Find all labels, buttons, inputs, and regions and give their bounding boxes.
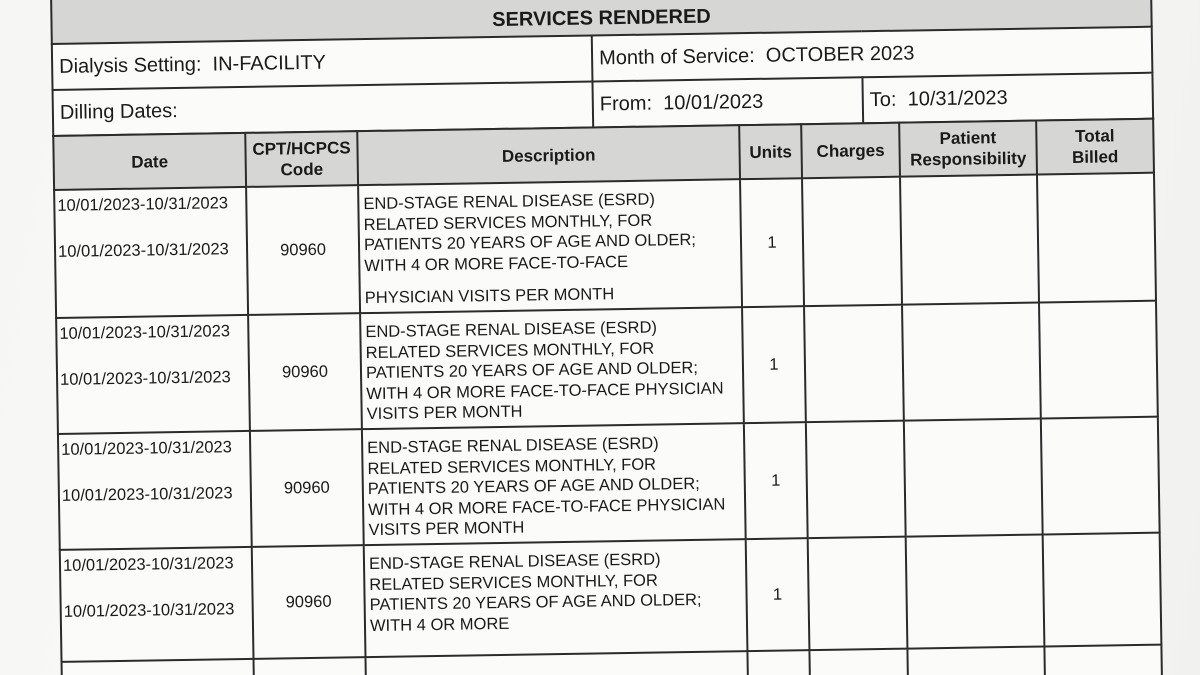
charges-cell [808, 537, 908, 651]
month-value: OCTOBER 2023 [765, 41, 915, 67]
charges-cell [802, 177, 902, 307]
empty-cell [254, 657, 367, 675]
column-header-date: Date [53, 133, 246, 190]
description-cell [360, 307, 744, 429]
description-line: PATIENTS 20 YEARS OF AGE AND OLDER; [369, 590, 702, 615]
description-line: WITH 4 OR MORE FACE-TO-FACE [364, 252, 629, 275]
cpt-code-cell: 90960 [248, 313, 362, 431]
from-date-field [592, 77, 863, 127]
dialysis-setting-value: IN-FACILITY [212, 51, 327, 75]
patient-responsibility-cell [904, 418, 1043, 536]
service-rows [54, 173, 1161, 662]
patient-header-line2: Responsibility [910, 148, 1027, 170]
total-billed-cell [1037, 173, 1156, 303]
description-line: WITH 4 OR MORE FACE-TO-FACE PHYSICIAN [368, 494, 726, 519]
patient-responsibility-cell [900, 175, 1039, 305]
table-row [56, 301, 1158, 434]
date-cell [54, 187, 248, 318]
description-line: PATIENTS 20 YEARS OF AGE AND OLDER; [363, 230, 697, 255]
total-header-line1: Total [1075, 126, 1115, 146]
service-date-range: 10/01/2023-10/31/2023 [59, 368, 231, 389]
date-cell [58, 431, 252, 550]
units-cell: 1 [740, 178, 804, 307]
form-title: SERVICES RENDERED [51, 0, 1152, 44]
table-row [60, 533, 1162, 662]
total-billed-cell [1039, 301, 1158, 419]
description-line: END-STAGE RENAL DISEASE (ESRD) [368, 550, 661, 574]
empty-cell [62, 659, 255, 675]
column-header-units: Units [739, 124, 802, 179]
date-cell [56, 315, 250, 434]
cpt-code-cell: 90960 [252, 545, 366, 659]
table-row [58, 417, 1160, 550]
code-header-line1: CPT/HCPCS [252, 138, 351, 159]
service-date-start: 10/01/2023-10/31/2023 [59, 322, 231, 343]
date-cell [60, 547, 254, 662]
patient-responsibility-cell [906, 534, 1045, 648]
form-header-table [50, 0, 1154, 137]
service-date-start: 10/01/2023-10/31/2023 [61, 438, 232, 459]
billing-dates-label: Dilling Dates: [59, 99, 178, 124]
description-line: PATIENTS 20 YEARS OF AGE AND OLDER; [367, 474, 700, 499]
service-date-range: 10/01/2023-10/31/2023 [61, 484, 233, 505]
dialysis-setting-label: Dialysis Setting: [58, 53, 202, 78]
total-header-line2: Billed [1071, 147, 1119, 167]
cpt-code-cell: 90960 [250, 429, 364, 547]
description-line: VISITS PER MONTH [366, 402, 523, 424]
description-line: END-STAGE RENAL DISEASE (ESRD) [365, 318, 658, 342]
empty-cell [1044, 645, 1162, 675]
description-line: PATIENTS 20 YEARS OF AGE AND OLDER; [365, 358, 699, 383]
from-label: From: [599, 92, 653, 115]
description-line: WITH 4 OR MORE [369, 614, 510, 635]
column-header-code [245, 131, 358, 187]
empty-cell [747, 650, 810, 675]
to-label: To: [869, 88, 897, 111]
patient-responsibility-cell [902, 303, 1041, 421]
column-header-total-billed [1036, 119, 1154, 175]
charges-cell [804, 305, 904, 423]
description-line: PHYSICIAN VISITS PER MONTH [364, 285, 615, 308]
service-date-range: 10/01/2023-10/31/2023 [63, 600, 235, 621]
service-date-range: 10/01/2023-10/31/2023 [57, 240, 229, 261]
description-cell [364, 539, 748, 657]
description-cell [362, 423, 746, 545]
description-line: VISITS PER MONTH [368, 518, 525, 540]
empty-cell [809, 649, 908, 675]
units-cell: 1 [742, 306, 806, 423]
units-cell: 1 [746, 538, 810, 651]
code-header-line2: Code [280, 159, 324, 180]
description-cell [358, 179, 742, 313]
column-header-charges: Charges [801, 123, 900, 179]
cpt-code-cell: 90960 [246, 185, 360, 315]
patient-header-line1: Patient [939, 128, 997, 149]
description-line: END-STAGE RENAL DISEASE (ESRD) [363, 190, 656, 214]
description-line: RELATED SERVICES MONTHLY, FOR [367, 455, 657, 478]
description-line: RELATED SERVICES MONTHLY, FOR [365, 339, 655, 362]
from-value: 10/01/2023 [662, 90, 764, 114]
column-header-description: Description [357, 125, 740, 185]
total-billed-cell [1043, 533, 1162, 647]
total-billed-cell [1041, 417, 1160, 535]
empty-cell [907, 646, 1045, 675]
table-row [54, 173, 1156, 318]
service-date-start: 10/01/2023-10/31/2023 [62, 554, 234, 575]
charges-cell [806, 421, 906, 539]
description-line: RELATED SERVICES MONTHLY, FOR [369, 571, 658, 594]
to-value: 10/31/2023 [907, 86, 1008, 111]
units-cell: 1 [744, 422, 808, 539]
service-date-start: 10/01/2023-10/31/2023 [57, 194, 229, 215]
services-table [52, 118, 1163, 675]
month-label: Month of Service: [598, 44, 755, 69]
services-rendered-form [50, 0, 1161, 675]
description-line: END-STAGE RENAL DISEASE (ESRD) [367, 434, 659, 458]
column-header-patient-responsibility [899, 121, 1037, 177]
description-line: RELATED SERVICES MONTHLY, FOR [363, 211, 653, 234]
description-line: WITH 4 OR MORE FACE-TO-FACE PHYSICIAN [366, 378, 724, 403]
to-date-field [862, 73, 1153, 124]
